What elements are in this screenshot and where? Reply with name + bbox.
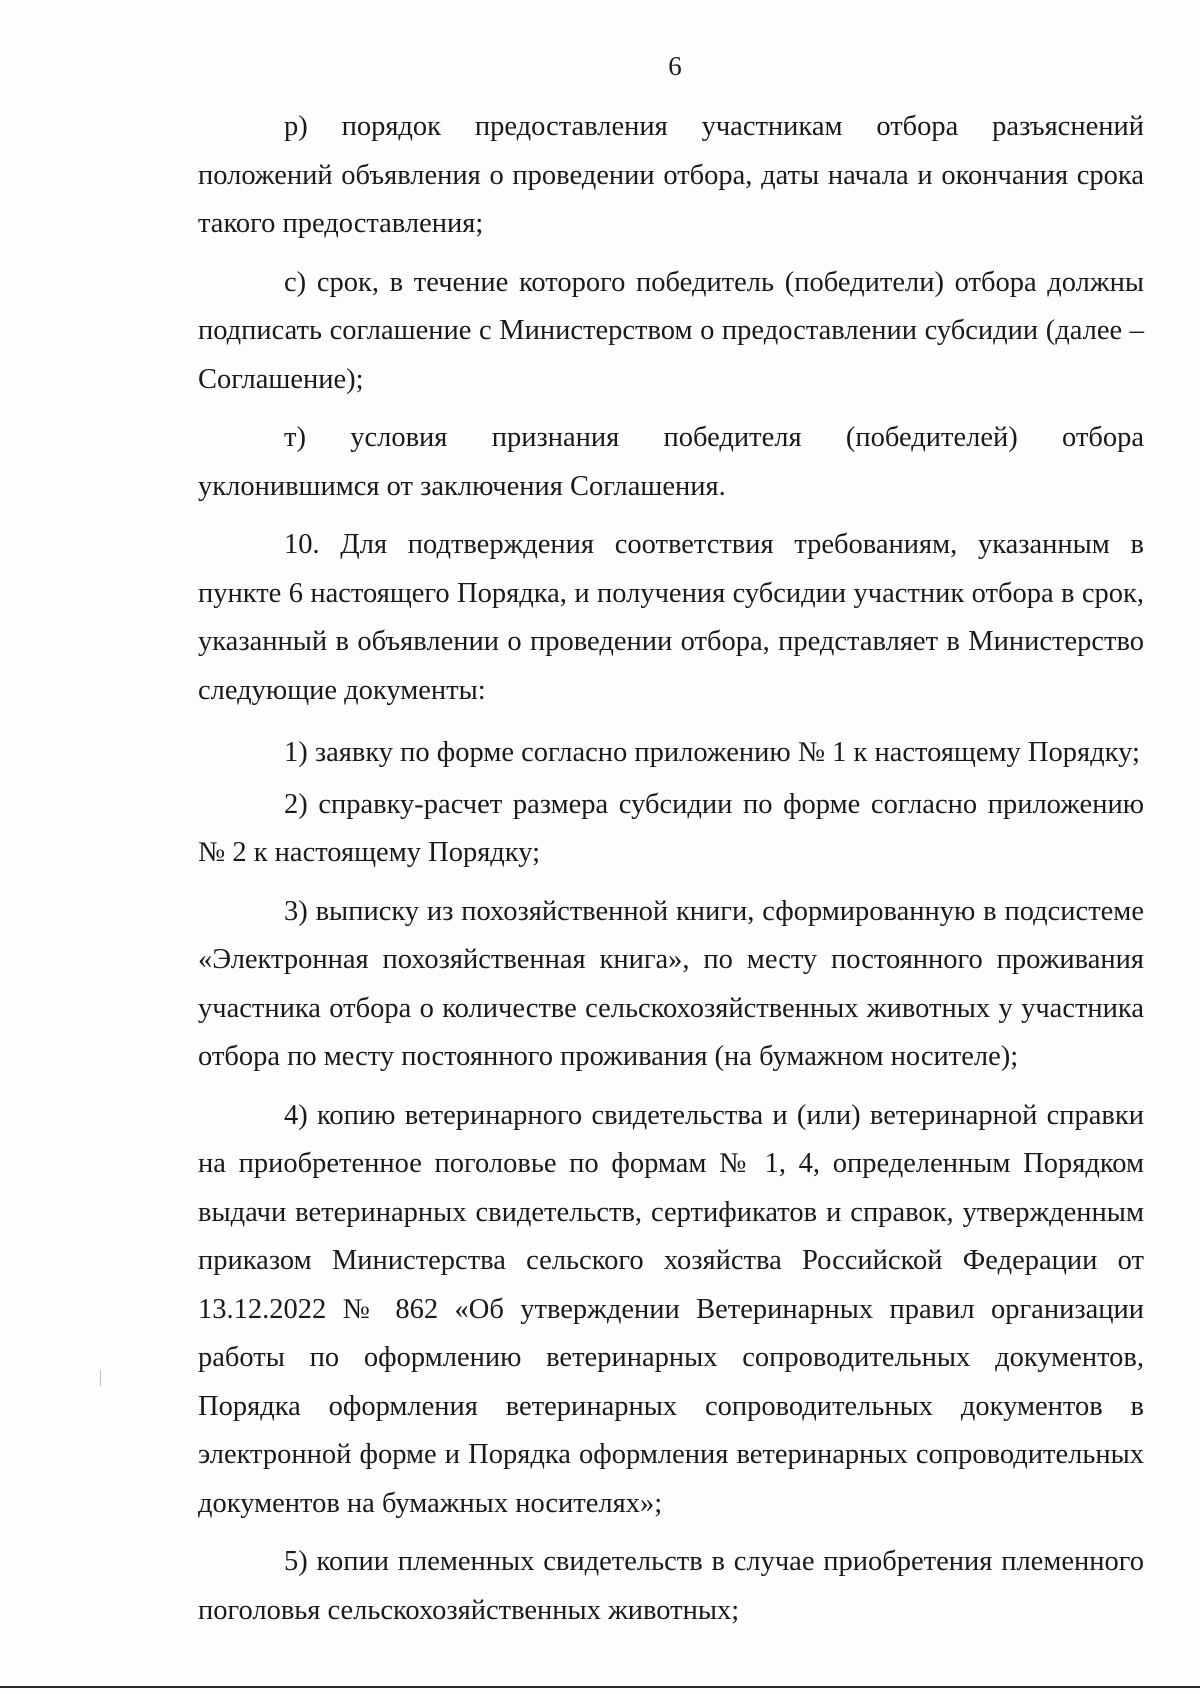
- list-item-3: 3) выписку из похозяйственной книги, сформированную в подсистеме «Электронная похозяйственная книга», по месту постоянного проживания участника отбора о количестве сельскохозяйственных животных у участника отбора по месту постоянного проживания (на бумажном носителе);: [198, 895, 1144, 1072]
- list-item-5: 5) копии племенных свидетельств в случае приобретения племенного поголовья сельскохозяйственных животных;: [198, 1546, 1144, 1626]
- paragraph-t: т) условия признания победителя (победителей) отбора уклонившимся от заключения Соглашения.: [198, 422, 1144, 502]
- list-item-2: 2) справку-расчет размера субсидии по форме согласно приложению № 2 к настоящему Порядку;: [198, 788, 1144, 868]
- paragraph-r: р) порядок предоставления участникам отбора разъяснений положений объявления о проведении отбора, даты начала и окончания срока такого предоставления;: [198, 111, 1144, 239]
- list-item-1: 1) заявку по форме согласно приложению № 1 к настоящему Порядку;: [284, 737, 1140, 768]
- list-item-4: 4) копию ветеринарного свидетельства и (или) ветеринарной справки на приобретенное поголовье по формам № 1, 4, определенным Порядком выдачи ветеринарных свидетельств, сертификатов и справок, утвержденным приказом Министерства сельского хозяйства Российской Федерации от 13.12.2022 № 862 «Об утверждении Ветеринарных правил организации работы по оформлению ветеринарных сопроводительных документов, Порядка оформления ветеринарных сопроводительных документов в электронной форме и Порядка оформления ветеринарных сопроводительных документов на бумажных носителях»;: [198, 1099, 1144, 1519]
- scan-artifact-mark: [100, 1370, 101, 1386]
- paragraph-10: 10. Для подтверждения соответствия требованиям, указанным в пункте 6 настоящего Порядка, и получения субсидии участник отбора в срок, указанный в объявлении о проведении отбора, представляет в Министерство следующие документы:: [198, 529, 1144, 706]
- page-number: 6: [668, 51, 682, 81]
- document-body: [198, 103, 1144, 1635]
- bottom-scan-edge: [0, 1686, 1200, 1688]
- paragraph-s: с) срок, в течение которого победитель (победители) отбора должны подписать соглашение с Министерством о предоставлении субсидии (далее – Соглашение);: [198, 266, 1144, 395]
